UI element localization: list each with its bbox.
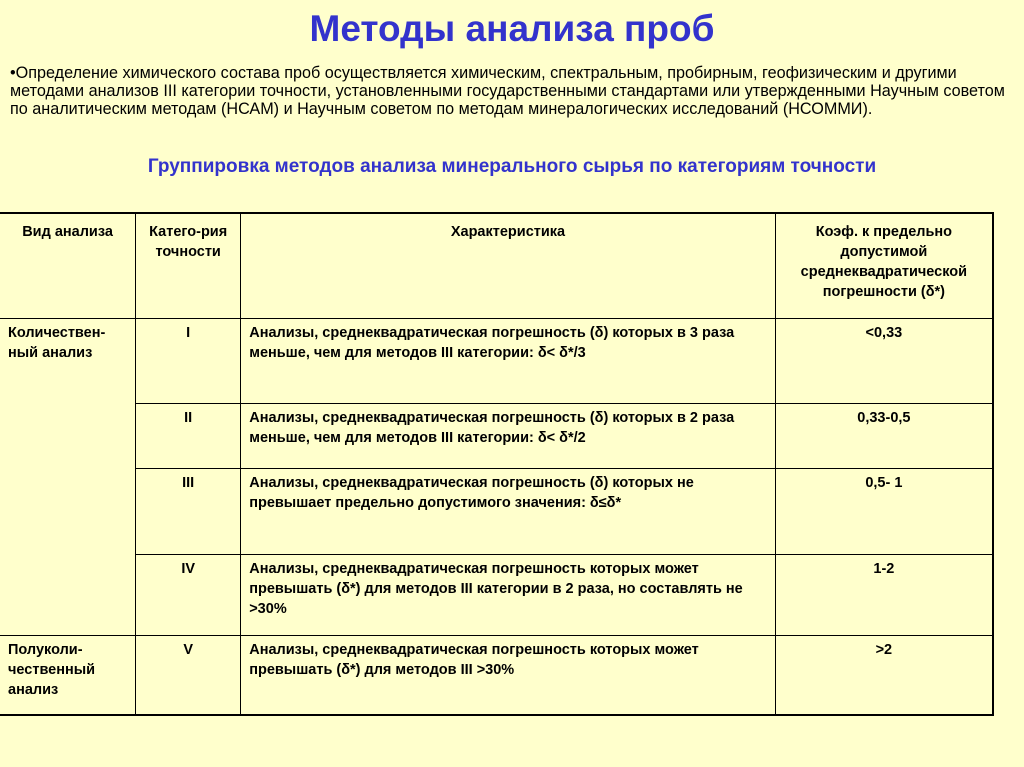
header-coef: Коэф. к предельно допустимой среднеквадратической погрешности (δ*): [775, 213, 993, 318]
row-characteristic: Анализы, среднеквадратическая погрешность которых может превышать (δ*) для методов III >30%: [241, 635, 776, 715]
row-category: II: [136, 403, 241, 468]
table-row: [0, 403, 993, 468]
header-category: Катего-рия точности: [136, 213, 241, 318]
table-row: [0, 554, 993, 635]
table-row: [0, 635, 993, 715]
row-coef: 0,33-0,5: [775, 403, 993, 468]
table-row: [0, 468, 993, 554]
table-header-row: [0, 213, 993, 318]
row-category: III: [136, 468, 241, 554]
table-subtitle: Группировка методов анализа минерального сырья по категориям точности: [147, 156, 877, 177]
row-category: IV: [136, 554, 241, 635]
slide-title: Методы анализа проб: [309, 8, 715, 49]
table-row: [0, 318, 993, 403]
row-coef: 0,5- 1: [775, 468, 993, 554]
row-characteristic: Анализы, среднеквадратическая погрешность (δ) которых в 3 раза меньше, чем для методов III категории: δ< δ*/3: [241, 318, 776, 403]
row-characteristic: Анализы, среднеквадратическая погрешность (δ) которых не превышает предельно допустимого значения: δ≤δ*: [241, 468, 776, 554]
row-coef: <0,33: [775, 318, 993, 403]
row-category: V: [136, 635, 241, 715]
header-vid: Вид анализа: [0, 213, 136, 318]
row-characteristic: Анализы, среднеквадратическая погрешность которых может превышать (δ*) для методов III категории в 2 раза, но составлять не >30%: [241, 554, 776, 635]
row-coef: >2: [775, 635, 993, 715]
row-category: I: [136, 318, 241, 403]
header-characteristic: Характеристика: [241, 213, 776, 318]
row-characteristic: Анализы, среднеквадратическая погрешность (δ) которых в 2 раза меньше, чем для методов III категории: δ< δ*/2: [241, 403, 776, 468]
row-coef: 1-2: [775, 554, 993, 635]
group-semiquantitative: Полуколи-чественный анализ: [0, 635, 136, 715]
intro-paragraph: •Определение химического состава проб осуществляется химическим, спектральным, пробирным, геофизическим и другими методами анализов III категории точности, установленными государственными стандартами или утвержденными Научным советом по аналитическим методам (НСАМ) и Научным советом по методам минералогических исследований (НСОММИ).: [10, 64, 1005, 118]
accuracy-table: [0, 212, 994, 716]
group-quantitative: Количествен-ный анализ: [0, 318, 136, 635]
